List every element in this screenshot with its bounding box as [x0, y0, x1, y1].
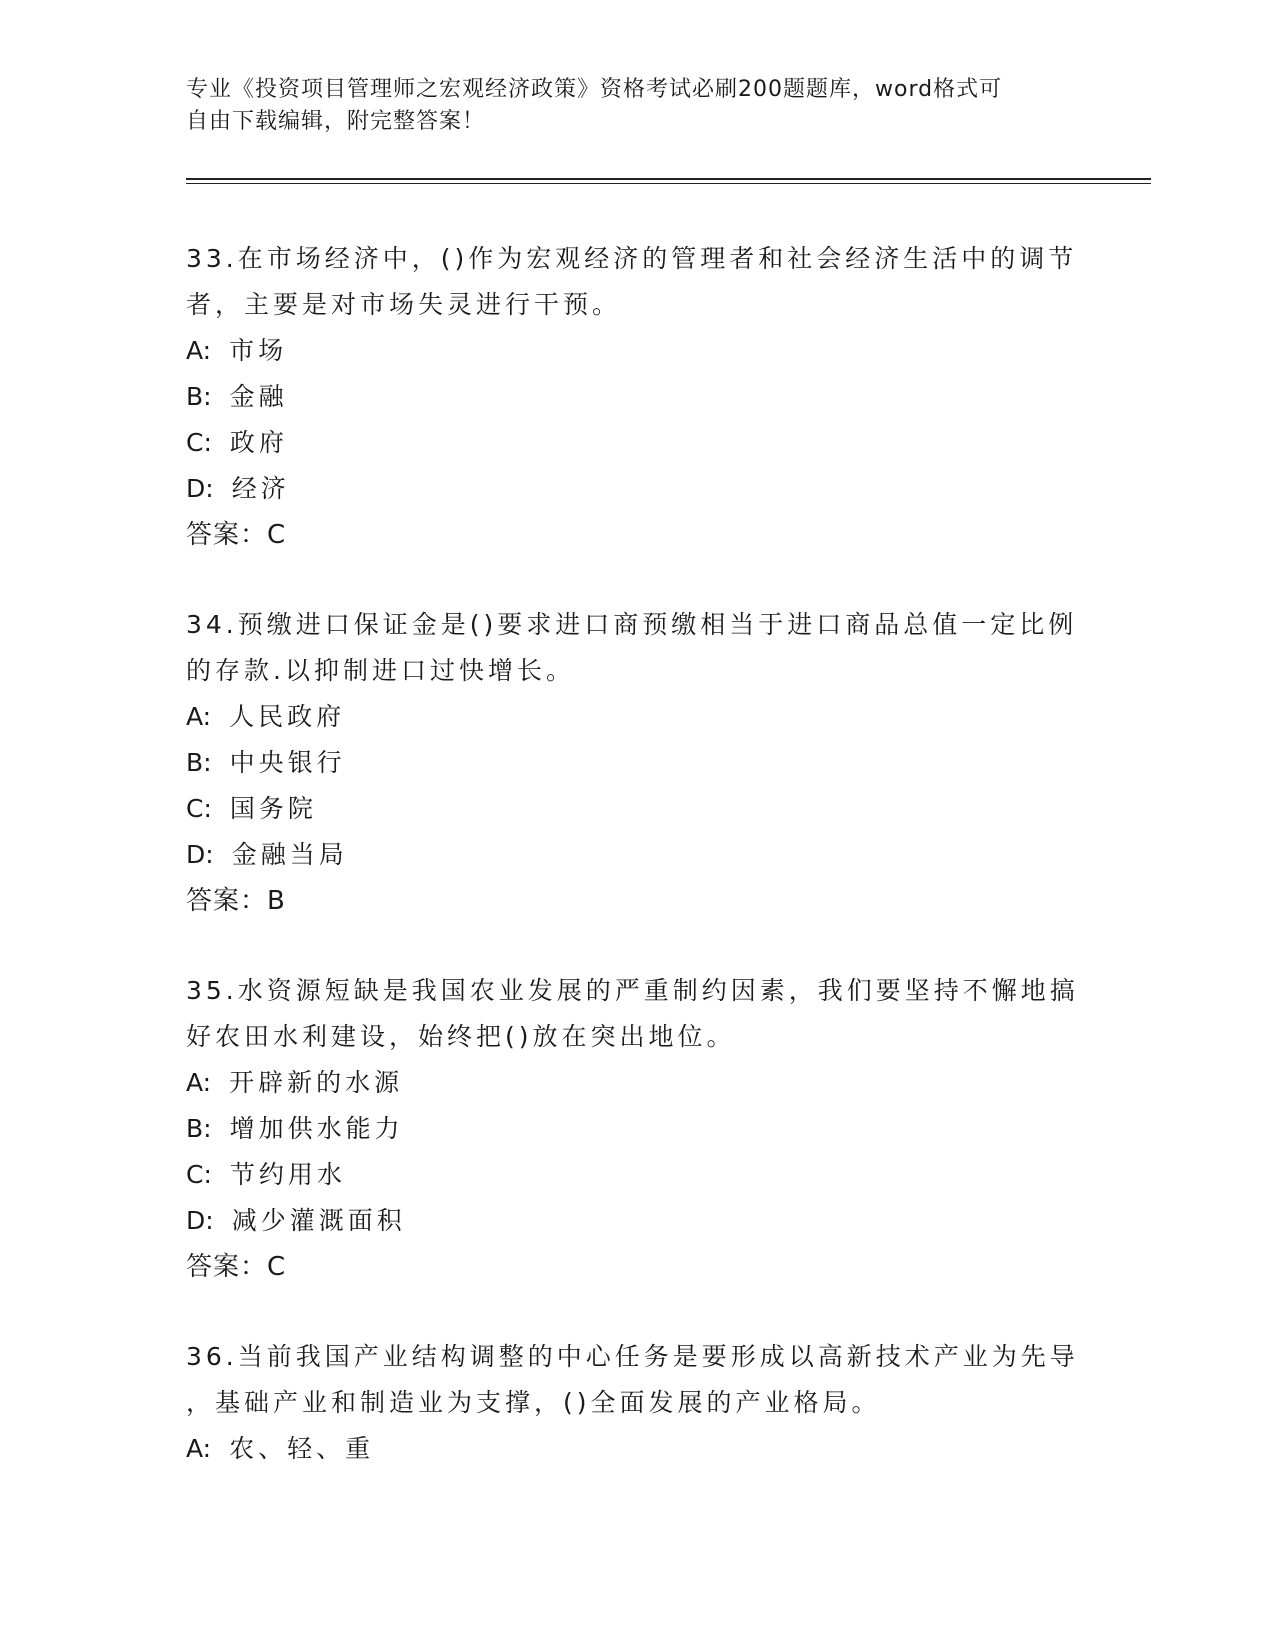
option-key: A:: [186, 1434, 212, 1463]
question-stem-line-2: ，基础产业和制造业为支撑，()全面发展的产业格局。: [186, 1388, 881, 1417]
question-34: [186, 602, 1086, 924]
question-stem-line-1: 33.在市场经济中，()作为宏观经济的管理者和社会经济生活中的调节: [186, 244, 1078, 273]
question-36: [186, 1334, 1086, 1472]
question-stem-line-1: 36.当前我国产业结构调整的中心任务是要形成以高新技术产业为先导: [186, 1342, 1079, 1371]
option-c: [186, 420, 1086, 466]
option-key: B:: [186, 748, 212, 777]
option-key: B:: [186, 382, 212, 411]
option-key: D:: [186, 840, 214, 869]
option-key: D:: [186, 1206, 214, 1235]
option-text: 市场: [229, 336, 288, 365]
option-key: A:: [186, 336, 212, 365]
option-text: 国务院: [229, 794, 317, 823]
option-key: C:: [186, 794, 212, 823]
option-b: [186, 374, 1086, 420]
option-text: 增加供水能力: [229, 1114, 404, 1143]
option-d: [186, 1198, 1086, 1244]
option-text: 经济: [231, 474, 290, 503]
option-a: [186, 694, 1086, 740]
question-stem-line-2: 者，主要是对市场失灵进行干预。: [186, 290, 622, 319]
option-text: 减少灌溉面积: [231, 1206, 406, 1235]
answer: 答案：C: [186, 1252, 287, 1282]
question-stem: [186, 968, 1086, 1060]
header-divider-thin: [186, 183, 1151, 184]
option-key: B:: [186, 1114, 212, 1143]
option-b: [186, 740, 1086, 786]
option-d: [186, 466, 1086, 512]
document-header: [186, 74, 1086, 138]
question-list: [186, 236, 1086, 1516]
header-line-2: 自由下载编辑，附完整答案！: [186, 109, 486, 134]
option-text: 农、轻、重: [229, 1434, 375, 1463]
question-stem-line-2: 好农田水利建设，始终把()放在突出地位。: [186, 1022, 736, 1051]
option-d: [186, 832, 1086, 878]
option-text: 金融当局: [231, 840, 348, 869]
option-b: [186, 1106, 1086, 1152]
option-a: [186, 1426, 1086, 1472]
option-text: 节约用水: [229, 1160, 346, 1189]
option-a: [186, 328, 1086, 374]
question-stem-line-1: 34.预缴进口保证金是()要求进口商预缴相当于进口商品总值一定比例: [186, 610, 1078, 639]
question-stem-line-2: 的存款.以抑制进口过快增长。: [186, 656, 575, 685]
option-key: C:: [186, 1160, 212, 1189]
option-key: A:: [186, 1068, 212, 1097]
question-stem: [186, 602, 1086, 694]
option-c: [186, 786, 1086, 832]
question-33: [186, 236, 1086, 558]
option-text: 人民政府: [229, 702, 346, 731]
answer: 答案：B: [186, 886, 286, 916]
option-text: 政府: [229, 428, 288, 457]
option-text: 中央银行: [229, 748, 346, 777]
question-35: [186, 968, 1086, 1290]
header-line-1: 专业《投资项目管理师之宏观经济政策》资格考试必刷200题题库，word格式可: [186, 77, 1003, 102]
question-stem: [186, 236, 1086, 328]
option-key: C:: [186, 428, 212, 457]
question-stem-line-1: 35.水资源短缺是我国农业发展的严重制约因素，我们要坚持不懈地搞: [186, 976, 1079, 1005]
option-text: 开辟新的水源: [229, 1068, 404, 1097]
answer: 答案：C: [186, 520, 287, 550]
option-text: 金融: [229, 382, 288, 411]
option-c: [186, 1152, 1086, 1198]
header-divider-thick: [186, 178, 1151, 180]
option-key: A:: [186, 702, 212, 731]
question-stem: [186, 1334, 1086, 1426]
option-a: [186, 1060, 1086, 1106]
option-key: D:: [186, 474, 214, 503]
